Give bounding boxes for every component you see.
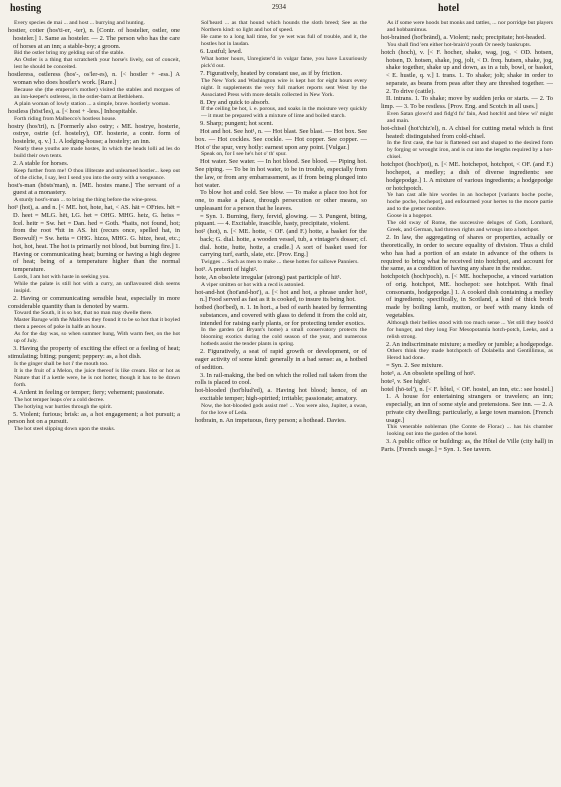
quotation: It is the fruit of a Melon, the juice thereof is like cream. Hot or hot as Nature that if a kettle were, he is not hotter, though it has to be drawn forth. [14,367,180,388]
entry-paragraph: hotch (hoch), v. [< F. hocher, shake, wag, jog, < OD. hotsen, hotsen, D. hotsen, shake, jog, jolt, < D. freq. hutsen, shake, jog, shake together, shake up and down, as in a tub, bowl, or basket, < E. hustle, q. v.] I. trans. 1. To shake; jolt; shake in order to separate, as beans from peas after they are threshed together. — 2. To drive (cattle). [381,48,553,95]
quotation: Keep further from me! O thou illiterate and unlearned hostler... keep out of the cliche, I say, lest I send you into the ostry with a vengeance. [14,167,180,181]
entry-paragraph: hot-blooded (hot'blud'ed), a. Having hot blood; hence, of an excitable temper; high-spirited; irritable; passionate; amatory. [195,387,367,402]
sense-paragraph: 2. In law, the aggregating of shares or properties, actually or theoretically, in order to secure equality of division. Thus a child who has had a portion of an estate in advance of the others is required to bring what he received into hotchpot, and account for the same, as a condition of having any share in the residue. [381,234,553,273]
column-2 [195,20,367,782]
quotation: The New York and Washington wire is kept hot for eight hours every night. It supplements the very full market reports sent West by the Associated Press with more details collected in New York. [201,77,367,98]
sense-paragraph: 4. Ardent in feeling or temper; fiery; vehement; passionate. [13,388,165,396]
running-head-right: hotel [438,3,460,14]
entry-paragraph: hote, An obsolete irregular (strong) past participle of hit¹. [195,273,342,281]
sense-paragraph: 3. A public office or building: as, the Hôtel de Ville (city hall) in Paris. [French usage.] = Syn. 1. See tavern. [381,438,553,453]
quotation: Lords, I am hot with haste in seeking you. [14,273,110,280]
sense-paragraph: 6. Lustful; lewd. [200,48,243,55]
quotation: Master Baruge with the Maldives they found it to be so hot that it boyled them a peeces of poke in halfe an houre. [14,317,180,331]
entry-paragraph: hotbed (hot'bed), n. 1. In hort., a bed of earth heated by fermenting substances, and covered with glass to defend it from the cold air, intended for raising early plants, or for protecting tender exotics. [195,304,367,327]
entry-paragraph: hot-brained (hot'brānd), a. Violent; rash; precipitate; hot-headed. [381,34,546,41]
quotation: Now, the hot-blooded gods assist me! ... You were also, Jupiter, a swan, for the love of Leda. [201,402,367,416]
quotation: Because she (the emperor's mother) visited the stables and morgues of an inn-keeper's ostleress, in the ostler-barn at Bethlehem. [14,86,180,100]
entry-paragraph: hote¹, a. An obsolete spelling of hot¹. [381,370,476,377]
sense-paragraph: Hot and hot. See hot¹, n. — Hot blast. See blast. — Hot box. See box. — Hot cockles. See cockle. — Hot copper. See copper. — Hot o' the spur, very hotly: earnest upon any point. [Vulgar.] [195,128,367,151]
quotation: Speak on, for I see he's hot o' th' spur. [201,151,287,158]
sense-paragraph: 9. Sharp; pungent; hot scent. [200,120,274,128]
sense-paragraph: Hot water. See water. — In hot blood. See blood. — Piping hot. See piping. — To be in hot water, to be in trouble, especially from the law, or from any embarrassment, as if from being plunged into hot water. [195,158,367,189]
quotation: Is the ginger shall be hot i' the mouth too. [14,360,109,367]
entry-paragraph: host's-man (hōsts'man), n. [ME. hostes mane.] The servant of a guest at a monastery. [8,181,180,197]
sense-paragraph: = Syn. 1. Burning, fiery, fervid, glowing. — 3. Pungent, biting, piquant. — 4. Excitable, irascible, hasty, precipitate, violent. [195,212,367,228]
entry-paragraph: hostier, cotier (hos'ti-er, -ter), n. [Contr. of hostelier, ostler, one hosteler.] 1. Same as hosteler. — 2. The person who has the care of horses at an inn; a stable-boy; a groom. [8,27,180,50]
sense-paragraph: 2. Having or communicating sensible heat, especially in more considerable quantity than is denoted by warm. [8,294,180,310]
quotation: While the palate is still hot with a curry, an unflavoured dish seems insipid. [14,280,180,294]
quotation: Every species de mai ... and host ... burrying and hunting. [14,20,145,26]
quotation: He came to a long hall time, for ye wet was full of trouble, and it, the hostles hot in laudan. [201,34,367,47]
quotation: As for the day was, so when summer hung, With warm feet, on the hot up of July. [14,331,180,345]
entry-paragraph: hote², v. See hight². [381,377,431,385]
quotation: Sol'heard ... as that hound which hounds the sloth breed; See as the Northern kind: so light and hot of speed. [201,20,367,33]
sense-paragraph: 3. Having the property of exciting the effect or a feeling of heat; stimulating; biting; pungent; peppery: as, a hot dish. [8,345,180,360]
quotation: An Ostler is a thing that scratcheth your horse's lively, out of conceit, lest he should be conceited. [14,57,180,71]
sense-paragraph: = Syn. 2. See mixture. [386,362,444,370]
sense-paragraph: 2. An indiscriminate mixture; a medley or jumble; a hodgepodge. [386,340,553,348]
entry-paragraph: hostless (hōst'les), a. [< host + -less.] Inhospitable. [8,107,138,115]
sense-paragraph: II. intrans. 1. To shake; move by sudden jerks or starts. — 2. To limp. — 3. To be restless. [Prov. Eng. and Scotch in all uses.] [381,95,553,110]
quotation: Forth riding from Malbecco's hostless house. [14,115,117,122]
quotation: The old sway of Rome, the successive deluges of Goth, Lombard, Greek, and German, had thrown rights and wrongs into a hotchpot. [387,220,553,234]
sense-paragraph: 7. Figuratively, heated by constant use, as if by friction. [200,69,343,77]
entry-paragraph: hostleress, ostleress (hos'-, os'ler-es), n. [< hostler + -ess.] A woman who does hostler's work. [Rare.] [8,71,180,86]
quotation: Nearly these youths are made hostes, In which the heads lolli ad les do build their own tents. [14,145,180,159]
sense-paragraph: 3. In rail-making, the bed on which the rolled rail taken from the rolls is placed to cool. [195,371,367,387]
sense-paragraph: 5. Violent; furious; brisk: as, a hot engagement; a hot pursuit; a person hot on a pursuit. [8,410,180,426]
entry-paragraph: hotbrain, n. An impetuous, fiery person; a hothead. Davies. [195,416,347,424]
entry-paragraph: hotel (hō-tel'), n. [< F. hôtel, < OF. hostel, an inn, etc.: see hostel.] 1. A house for entertaining strangers or travelers; an inn; especially, an inn of some style and pretensions. See inn. — 2. A private city dwelling; particularly, a large town mansion. [French usage.] [381,385,553,424]
quotation: A plain woman of lowly station ... a simple, brave. hostlerly woman. [14,100,170,107]
quotation: What hotter hours, Unregister'd in vulgar fame, you have Luxuriously pick'd out. [201,55,367,69]
quotation: Toward the South, it is so hot, that no man may dwelle there. [14,310,153,317]
entry-paragraph: hot¹ (hot), a. and n. [< ME. hot, hote, hat, < AS. hāt = OFries. hēt = D. heet = MLG. hēt, LG. het = OHG. MHG. heiz, G. heiss = Icel. heitr = Sw. het = Dan. hed = Goth. *haits, not found, hot; from the root *hit in AS. hit (recurs once, spelled hat, in Beowulf) = Sw. hetta = OHG. hizza, MHG. G. hitze, heat, etc.; hot, hot, heat. The hot is primarily not blood, but burning fire.] 1. Having or communicating heat; burning or having a high degree of heat; being of a temperature higher than the normal temperature. [8,204,180,273]
quotation: Others think they made hotchpotch of Dolabella and Gentillimus, as Herod had done. [387,348,553,362]
column-1 [8,20,180,782]
page-number: 2934 [272,3,286,11]
quotation: The hotlying war hurtles through the spirit. [14,403,113,410]
quotation: Goose in a hogepot. [387,213,433,220]
entry-paragraph: hotchpot (hoch'pot), n. [< ME. hotchepot, hotchpot, < OF. (and F.) hochepot, a medley; a dish of diverse ingredients: see hodgepodge.] 1. A mixture of various ingredients; a hodgepodge or hotchpotch. [381,161,553,192]
quotation: You shall find 'em either hot-brain'd youth Or needy bankrupts. [387,41,531,48]
entry-paragraph: hot³. A preterit of hight². [195,266,258,273]
quotation: Twigges ... Such as men to make ... these hottes for sallowe Panniers. [201,259,359,265]
sense-paragraph: 2. Figuratively, a seat of rapid growth or development, or of eager activity of some kind: generally in a bad sense: as, a hotbed of sedition. [195,348,367,371]
sense-paragraph: 8. Dry and quick to absorb. [200,98,270,106]
quotation: Even Satan glowr'd and fidg'd fu' fain, And hotch'd and blew wi' might and main. [387,110,553,124]
quotation: In the garden (at Bryant's home) a small conservatory protects the blooming exotics during the cold season of the year, and numerous hotbeds assist the tender plants in spring. [201,327,367,348]
running-head-left: hosting [10,3,42,14]
quotation: This venerable nobleman (the Comte de Florac) ... has his chamber looking out into the garden of the hotel. [387,424,553,438]
column-3 [381,20,553,782]
entry-paragraph: hot-chisel (hot'chiz'el), n. A chisel for cutting metal which is first heated: distinguished from cold-chisel. [381,124,553,140]
entry-paragraph: hotchpotch (hoch'poch), n. [< ME. hochepoche, a vinced variation of orig. hotchpot, ME. hochepot: see hotchpot. With final consonants, hodgepodge.] 1. A cooked dish containing a medley of ingredients; specifically, in Scotland, a kind of thick broth made by boiling lamb, mutton, or beef with many kinds of vegetables. [381,273,553,319]
sense-paragraph: 2. A stable for horses. [13,159,69,167]
quotation: Although their bellies stood with too much sense ... Yet still they book'd for hunger, and they long For Mesopotamia hotch-potch, Leeks, and a relish strong. [387,319,553,340]
entry-paragraph: hostry (hos'tri), n. [Formerly also ostry; ‹ ME. hostrye, hosterie, ostrye, ostrie (cf. hostelry), OF. hosterie, a contr. form of hostelrie, q. v.] 1. A lodging-house; a hostelry; an inn. [8,122,180,145]
quotation: In the first case, the bar is flattened out and shaped to the desired form by forging or wrought iron, and is cut into the lengths required by a hot-chisel. [387,140,553,161]
sense-paragraph: To blow hot and cold. See blow. — To make a place too hot for one, to make a place, through persecution or other means, so unpleasant for a person that he leaves. [195,189,367,212]
quotation: A sturdy host's-man ... to bring the thing before the wine-press. [14,197,158,203]
quotation: The hot steel slipping down upon the steaks. [14,426,116,432]
entry-paragraph: hot-and-hot (hot'and-hot'), a. [< hot and hot, a phrase under hot¹, n.] Food served as fast as it is cooked, to insure its being hot. [195,288,367,304]
quotation: If the ceiling be hot, i. e. porous, and soaks in the moisture very quickly — it must be prepared with a mixture of lime and boiled starch. [201,106,367,120]
quotation: Bid the ostler bring my gelding out of the stable. [14,50,125,57]
entry-paragraph: hot² (hot), n. [< ME. hotte, < OF. (and F.) hotte, a basket for the back; G. dial. hotte, a wooden vessel, tub, a vintager's dosser; cf. dial. hotte, hutte, hotte, a cradle.] A sort of basket used for carrying turf, earth, slate, etc. [Prov. Eng.] [195,228,367,259]
quotation: As if some were hoods but monks and tattles, ... nor porridge but players and hobbamimus. [387,20,553,33]
quotation: The hot temper leaps o'er a cold decree. [14,396,105,403]
quotation: Ye han cast alle hire wordes in an hochepot [variants hoche poche, hoche poche, hochepot], and enfourmed your hertes to the moore partie and to the gretter nombre. [387,192,553,213]
quotation: A viper smitten or hot with a recd is astonied. [201,281,305,288]
